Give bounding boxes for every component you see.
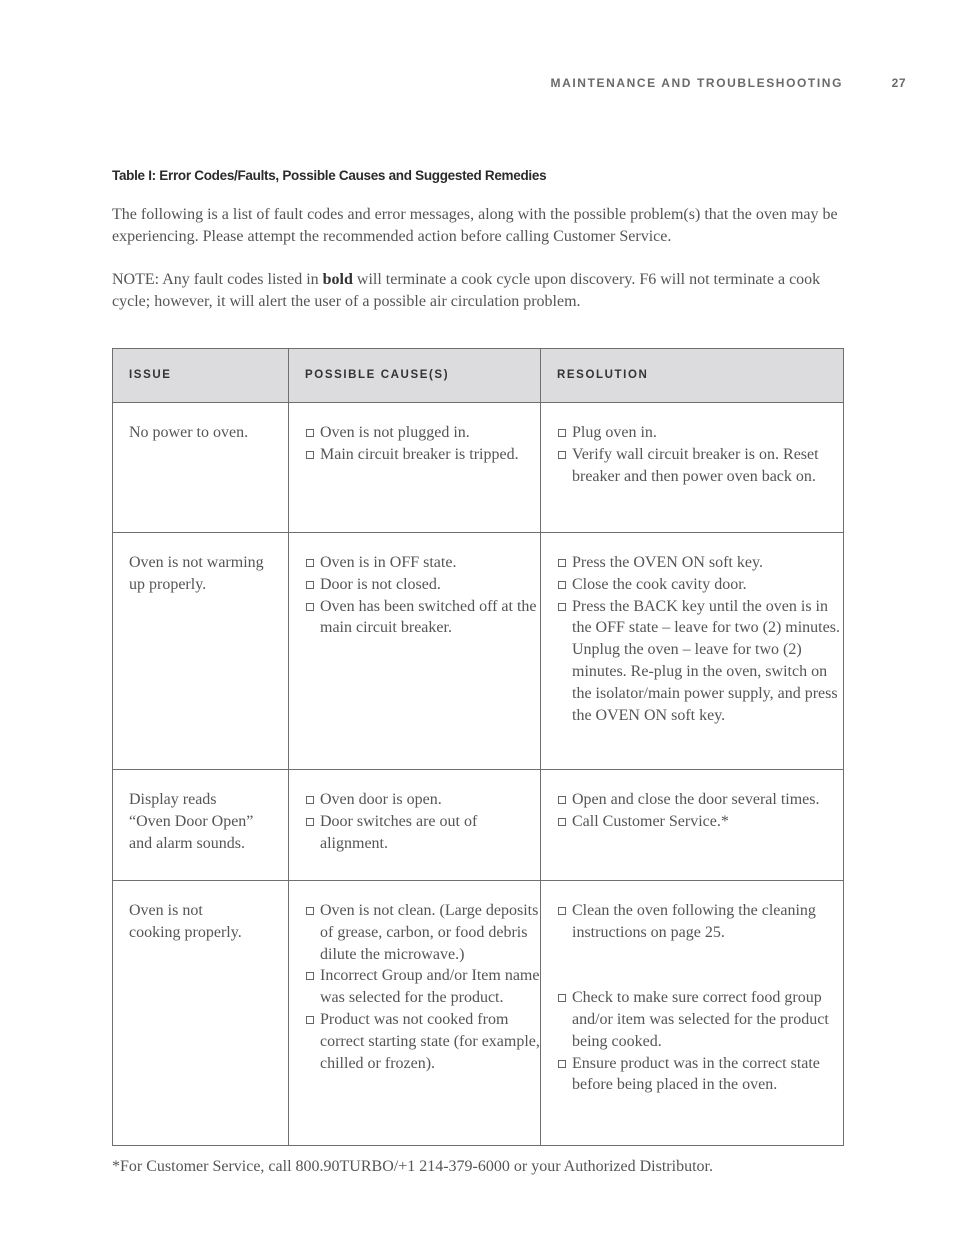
column-header-causes: POSSIBLE CAUSE(S) <box>289 349 541 403</box>
causes-cell <box>289 533 541 770</box>
error-codes-table <box>112 348 844 1146</box>
column-header-issue: ISSUE <box>113 349 289 403</box>
cause-item: Product was not cooked from correct starting state (for example, chilled or frozen). <box>305 1009 540 1074</box>
resolution-cell <box>541 881 844 1146</box>
issue-cell <box>113 881 289 1146</box>
causes-list <box>305 422 540 466</box>
cause-item: Main circuit breaker is tripped. <box>305 444 540 466</box>
cause-item: Oven has been switched off at the main circuit breaker. <box>305 596 540 640</box>
resolution-cell <box>541 533 844 770</box>
cause-item: Door switches are out of alignment. <box>305 811 540 855</box>
issue-cell <box>113 533 289 770</box>
cause-item: Oven is in OFF state. <box>305 552 540 574</box>
resolution-list <box>557 552 843 726</box>
resolution-item: Check to make sure correct food group and/or item was selected for the product being cooked. <box>557 987 843 1052</box>
table-title: Table I: Error Codes/Faults, Possible Causes and Suggested Remedies <box>112 168 547 183</box>
table-row <box>113 533 844 770</box>
issue-text: up properly. <box>129 575 207 593</box>
issue-text: “Oven Door Open” <box>129 812 254 830</box>
resolution-list <box>557 422 843 487</box>
issue-text: No power to oven. <box>129 424 249 441</box>
issue-text: Oven is not <box>129 902 203 919</box>
note-text-start: NOTE: Any fault codes listed in <box>112 271 323 288</box>
section-title: MAINTENANCE AND TROUBLESHOOTING <box>550 76 843 90</box>
issue-text: cooking properly. <box>129 923 242 941</box>
table-header-row <box>113 349 844 403</box>
resolution-item: Plug oven in. <box>557 422 843 444</box>
causes-list <box>305 552 540 639</box>
resolution-cell <box>541 770 844 881</box>
causes-cell <box>289 881 541 1146</box>
resolution-item: Clean the oven following the cleaning instructions on page 25. <box>557 900 843 944</box>
cause-item: Door is not closed. <box>305 574 540 596</box>
note-text-end: will terminate a cook cycle upon discovery. F6 will not terminate a cook cycle; however, it will alert the user of a possible air circulation problem. <box>112 271 821 310</box>
causes-list <box>305 900 540 1074</box>
issue-text: Oven is not warming <box>129 554 264 571</box>
resolution-list <box>557 789 843 833</box>
page-header <box>0 76 954 94</box>
issue-cell <box>113 770 289 881</box>
cause-item: Incorrect Group and/or Item name was selected for the product. <box>305 965 540 1009</box>
resolution-cell <box>541 403 844 533</box>
resolution-item: Close the cook cavity door. <box>557 574 843 596</box>
note-bold-word: bold <box>322 271 353 288</box>
cause-item: Oven is not clean. (Large deposits of grease, carbon, or food debris dilute the microwave.) <box>305 900 540 965</box>
column-header-resolution: RESOLUTION <box>541 349 844 403</box>
footnote: *For Customer Service, call 800.90TURBO/+1 214-379-6000 or your Authorized Distributor. <box>112 1158 713 1175</box>
issue-cell <box>113 403 289 533</box>
resolution-item: Press the OVEN ON soft key. <box>557 552 843 574</box>
note-paragraph <box>112 269 844 313</box>
resolution-item: Press the BACK key until the oven is in the OFF state – leave for two (2) minutes. Unplug the oven – leave for two (2) minutes. Re-plug in the oven, switch on the isolator/main power supply, and press the OVEN ON soft key. <box>557 596 843 727</box>
resolution-item: Call Customer Service.* <box>557 811 843 833</box>
table-row <box>113 881 844 1146</box>
resolution-item: Ensure product was in the correct state before being placed in the oven. <box>557 1053 843 1097</box>
causes-cell <box>289 403 541 533</box>
cause-item: Oven door is open. <box>305 789 540 811</box>
causes-list <box>305 789 540 854</box>
resolution-item: Open and close the door several times. <box>557 789 843 811</box>
intro-paragraph: The following is a list of fault codes and error messages, along with the possible problem(s) that the oven may be experiencing. Please attempt the recommended action before calling Customer Service. <box>112 206 838 245</box>
page-number: 27 <box>891 76 906 90</box>
cause-item: Oven is not plugged in. <box>305 422 540 444</box>
table-row <box>113 770 844 881</box>
causes-cell <box>289 770 541 881</box>
issue-text: Display reads <box>129 791 217 808</box>
resolution-item: Verify wall circuit breaker is on. Reset breaker and then power oven back on. <box>557 444 843 488</box>
table-body <box>113 403 844 1146</box>
table-row <box>113 403 844 533</box>
issue-text: and alarm sounds. <box>129 834 245 852</box>
resolution-list <box>557 900 843 1096</box>
